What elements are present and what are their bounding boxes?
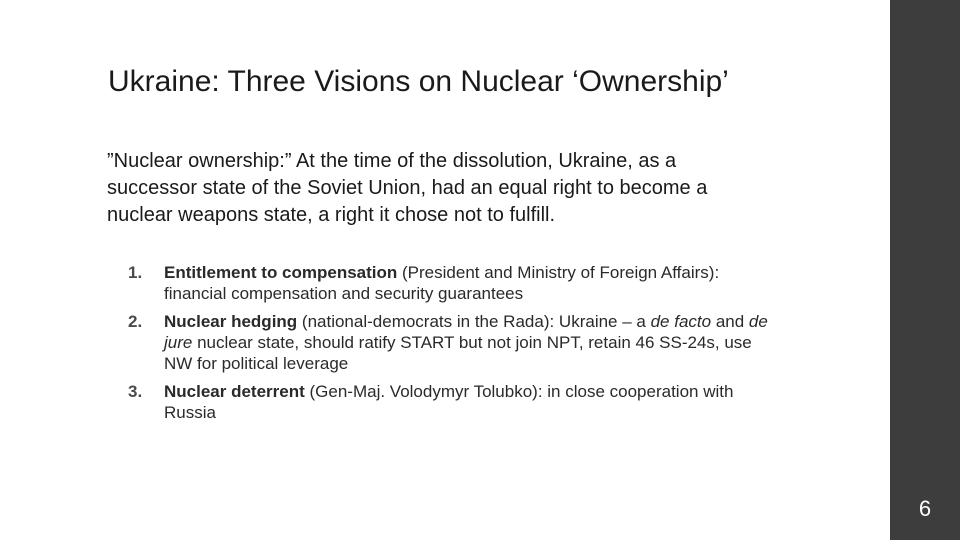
list-item: [128, 381, 768, 423]
list-item-text: and: [711, 312, 749, 331]
list-item-text: (Gen-Maj. Volodymyr Tolubko): in close cooperation with Russia: [164, 382, 734, 422]
list-item-text: (national-democrats in the Rada): Ukraine – a: [297, 312, 651, 331]
visions-list: [128, 262, 768, 430]
list-item-number: 1.: [128, 263, 143, 282]
list-item-text: nuclear state, should ratify START but not join NPT, retain 46 SS-24s, use NW for political leverage: [164, 333, 752, 373]
list-item-emphasis: de jure: [164, 312, 768, 352]
list-item-heading: Nuclear deterrent: [164, 382, 305, 401]
side-bar: [890, 0, 960, 540]
list-item: [128, 311, 768, 374]
list-item-heading: Nuclear hedging: [164, 312, 298, 331]
list-item-number: 2.: [128, 312, 143, 331]
list-item-emphasis: de facto: [650, 312, 712, 331]
list-item-heading: Entitlement to compensation: [164, 263, 398, 282]
list-item: [128, 262, 768, 304]
list-item-text: (President and Ministry of Foreign Affairs): financial compensation and security guarantees: [164, 263, 720, 303]
slide-title: Ukraine: Three Visions on Nuclear ‘Ownership’: [108, 65, 729, 98]
intro-paragraph: ”Nuclear ownership:” At the time of the dissolution, Ukraine, as a successor state of the Soviet Union, had an equal right to become a nuclear weapons state, a right it chose not to fulfill.: [107, 150, 708, 226]
page-number: 6: [918, 496, 932, 521]
list-item-number: 3.: [128, 382, 143, 401]
